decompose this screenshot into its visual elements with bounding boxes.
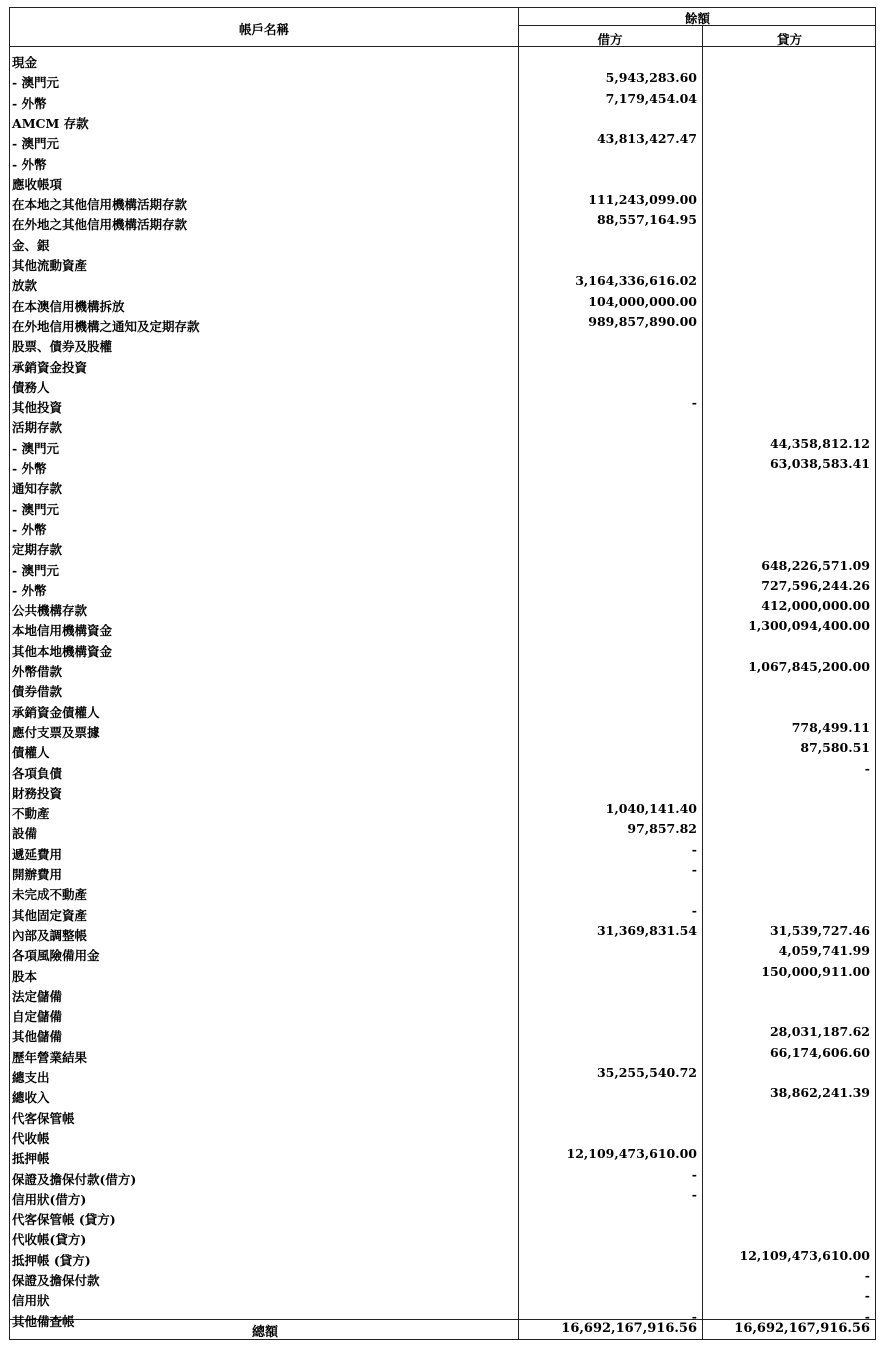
- account-name-cell: 外幣借款: [12, 664, 63, 679]
- account-name-cell: 不動產: [12, 806, 50, 822]
- account-name-cell: 承銷資金投資: [12, 359, 88, 375]
- table-row: [10, 478, 875, 498]
- table-row: [10, 702, 875, 722]
- credit-cell: -: [864, 760, 870, 776]
- account-name-cell: 代客保管帳 (貸方): [12, 1212, 116, 1228]
- header-credit: 貸方: [776, 32, 802, 47]
- account-name-cell: 債權人: [12, 745, 50, 761]
- account-name-cell: 活期存款: [12, 420, 63, 436]
- account-name-cell: 在本澳信用機構拆放: [12, 298, 125, 314]
- account-name-cell: - 外幣: [12, 156, 47, 172]
- account-name-cell: 債務人: [12, 379, 50, 395]
- credit-cell: 87,580.51: [800, 740, 870, 756]
- credit-cell: -: [864, 1288, 870, 1304]
- account-name-cell: 內部及調整帳: [12, 927, 88, 943]
- table-row: [10, 1108, 875, 1128]
- credit-cell: 1,300,094,400.00: [748, 618, 870, 634]
- table-row: [10, 293, 875, 316]
- debit-cell: 88,557,164.95: [596, 212, 697, 228]
- debit-cell: -: [691, 862, 697, 877]
- account-name-cell: - 澳門元: [12, 562, 60, 578]
- table-row: [10, 1229, 875, 1249]
- account-name-cell: 財務投資: [12, 785, 63, 801]
- credit-cell: 44,358,812.12: [769, 435, 870, 451]
- debit-cell: 5,943,283.60: [605, 70, 697, 86]
- debit-cell: 1,040,141.40: [605, 801, 697, 817]
- account-name-cell: - 外幣: [12, 521, 47, 537]
- account-name-cell: 其他本地機構資金: [12, 643, 113, 659]
- table-row: [10, 783, 875, 803]
- table-row: [10, 417, 875, 437]
- debit-cell: -: [691, 1186, 697, 1202]
- credit-cell: 12,109,473,610.00: [739, 1247, 870, 1263]
- debit-cell: 111,243,099.00: [588, 192, 697, 208]
- table-row: [10, 133, 875, 153]
- account-name-cell: 歷年營業結果: [12, 1049, 88, 1065]
- account-name-cell: 其他備查帳: [12, 1313, 75, 1329]
- credit-cell: -: [864, 1268, 870, 1283]
- account-name-cell: 在外地信用機構之通知及定期存款: [12, 318, 200, 334]
- account-name-cell: 公共機構存款: [12, 603, 88, 619]
- table-row: [10, 1148, 875, 1168]
- table-row: [10, 519, 875, 539]
- account-name-cell: 金、銀: [12, 237, 50, 253]
- account-name-cell: 其他投資: [12, 400, 63, 416]
- table-row: [10, 90, 875, 113]
- debit-cell: -: [691, 1308, 697, 1324]
- table-row: [10, 945, 875, 965]
- account-name-cell: 股本: [12, 968, 38, 984]
- account-name-cell: - 外幣: [12, 95, 47, 111]
- account-name-cell: 開辦費用: [12, 867, 63, 882]
- credit-cell: 66,174,606.60: [769, 1044, 870, 1060]
- account-name-cell: 各項風險備用金: [12, 948, 100, 964]
- table-row: [10, 620, 875, 640]
- table-row: [10, 986, 875, 1006]
- table-row: [10, 539, 875, 559]
- table-row: [10, 1026, 875, 1046]
- account-name-cell: 代收帳: [12, 1130, 50, 1146]
- table-row: [10, 52, 875, 72]
- credit-cell: 31,539,727.46: [769, 922, 870, 938]
- table-row: [10, 742, 875, 762]
- table-row: [10, 1247, 875, 1270]
- table-row: [10, 1270, 875, 1290]
- credit-cell: 38,862,241.39: [769, 1085, 870, 1101]
- table-row: [10, 458, 875, 478]
- table-row: [10, 661, 875, 681]
- table-row: [10, 377, 875, 397]
- table-row: [10, 1087, 875, 1107]
- account-name-cell: 自定儲備: [12, 1009, 63, 1025]
- table-row: [10, 275, 875, 295]
- account-name-cell: AMCM 存款: [12, 115, 89, 131]
- account-name-cell: 在本地之其他信用機構活期存款: [12, 197, 188, 213]
- account-name-cell: 信用狀: [12, 1293, 50, 1309]
- debit-cell: 989,857,890.00: [588, 313, 697, 329]
- account-name-cell: 未完成不動產: [12, 887, 88, 903]
- total-row: [10, 1319, 875, 1339]
- credit-cell: 63,038,583.41: [769, 456, 870, 471]
- credit-cell: 648,226,571.09: [761, 557, 870, 573]
- table-row: [10, 557, 875, 580]
- debit-cell: 35,255,540.72: [596, 1065, 697, 1080]
- debit-cell: -: [691, 841, 697, 857]
- credit-cell: -: [864, 1308, 870, 1324]
- table-row: [10, 719, 875, 742]
- account-name-cell: 在外地之其他信用機構活期存款: [12, 217, 188, 233]
- table-row: [10, 357, 875, 377]
- table-row: [10, 803, 875, 823]
- total-label: 總額: [251, 1325, 278, 1340]
- table-row: [10, 154, 875, 174]
- account-name-cell: 遞延費用: [12, 846, 63, 862]
- account-name-cell: 本地信用機構資金: [12, 623, 113, 639]
- account-name-cell: 代收帳(貸方): [12, 1232, 87, 1248]
- table-row: [10, 963, 875, 986]
- account-name-cell: 應收帳項: [12, 176, 63, 192]
- table-row: [10, 174, 875, 194]
- table-row: [10, 397, 875, 417]
- header-account-name: 帳戶名稱: [238, 22, 289, 37]
- table-row: [10, 577, 875, 600]
- table-row: [10, 884, 875, 904]
- header-debit: 借方: [597, 32, 623, 47]
- account-name-cell: 法定儲備: [12, 988, 63, 1004]
- account-name-cell: - 澳門元: [12, 136, 60, 152]
- table-row: [10, 113, 875, 133]
- account-name-cell: 保證及擔保付款: [12, 1273, 100, 1288]
- total-debit: 16,692,167,916.56: [561, 1321, 697, 1336]
- credit-cell: 727,596,244.26: [761, 577, 870, 593]
- table-row: [10, 1290, 875, 1310]
- table-row: [10, 214, 875, 234]
- debit-cell: -: [691, 902, 697, 918]
- table-row: [10, 1044, 875, 1067]
- table-row: [10, 841, 875, 864]
- account-name-cell: 股票、債券及股權: [12, 339, 113, 355]
- account-name-cell: 通知存款: [12, 481, 63, 497]
- table-row: [10, 435, 875, 458]
- table-row: [10, 1006, 875, 1026]
- account-name-cell: 抵押帳: [12, 1151, 50, 1167]
- account-name-cell: 代客保管帳: [12, 1110, 75, 1126]
- account-name-cell: 放款: [12, 278, 38, 294]
- debit-cell: 104,000,000.00: [588, 293, 697, 309]
- debit-cell: -: [691, 395, 697, 411]
- table-row: [10, 1128, 875, 1148]
- debit-cell: 31,369,831.54: [596, 922, 697, 938]
- account-name-cell: 其他流動資產: [12, 258, 88, 273]
- account-name-cell: 其他儲備: [12, 1029, 63, 1045]
- account-name-cell: 設備: [12, 826, 38, 842]
- credit-cell: 28,031,187.62: [769, 1024, 870, 1040]
- account-name-cell: 其他固定資產: [12, 907, 88, 923]
- header-balance: 餘額: [684, 11, 710, 26]
- debit-cell: -: [691, 1166, 697, 1182]
- table-row: [10, 681, 875, 701]
- credit-cell: 1,067,845,200.00: [748, 659, 870, 674]
- table-row: [10, 336, 875, 356]
- account-name-cell: - 外幣: [12, 582, 47, 598]
- table-row: [10, 1067, 875, 1087]
- account-name-cell: - 澳門元: [12, 75, 60, 91]
- table-row: [10, 922, 875, 945]
- table-row: [10, 600, 875, 620]
- table-row: [10, 1166, 875, 1189]
- account-name-cell: 債券借款: [12, 684, 63, 700]
- table-row: [10, 1186, 875, 1209]
- table-row: [10, 72, 875, 92]
- table-row: [10, 864, 875, 884]
- credit-cell: 778,499.11: [791, 719, 870, 735]
- debit-cell: 97,857.82: [627, 821, 697, 837]
- trial-balance-table: [9, 7, 876, 1340]
- table-row: [10, 235, 875, 255]
- account-name-cell: - 澳門元: [12, 440, 60, 456]
- debit-cell: 3,164,336,616.02: [575, 273, 697, 289]
- debit-cell: 12,109,473,610.00: [566, 1146, 697, 1162]
- account-name-cell: 定期存款: [12, 542, 63, 558]
- credit-cell: 412,000,000.00: [761, 598, 870, 614]
- table-row: [10, 823, 875, 843]
- debit-cell: 43,813,427.47: [596, 131, 697, 147]
- table-row: [10, 313, 875, 336]
- account-name-cell: 信用狀(借方): [12, 1191, 87, 1207]
- table-row: [10, 902, 875, 925]
- table-row: [10, 255, 875, 275]
- account-name-cell: 抵押帳 (貸方): [12, 1252, 91, 1268]
- credit-cell: 150,000,911.00: [761, 963, 870, 979]
- account-name-cell: 總收入: [12, 1090, 50, 1106]
- account-name-cell: 總支出: [12, 1070, 50, 1085]
- account-name-cell: 各項負債: [12, 765, 63, 781]
- account-name-cell: 應付支票及票據: [12, 724, 100, 740]
- debit-cell: 7,179,454.04: [605, 90, 697, 106]
- account-name-cell: - 外幣: [12, 461, 47, 476]
- total-credit: 16,692,167,916.56: [734, 1321, 870, 1336]
- account-name-cell: 承銷資金債權人: [12, 704, 100, 720]
- table-row: [10, 1209, 875, 1229]
- table-row: [10, 760, 875, 783]
- account-name-cell: - 澳門元: [12, 501, 60, 517]
- credit-cell: 4,059,741.99: [778, 943, 870, 959]
- account-name-cell: 現金: [12, 55, 38, 70]
- table-row: [10, 641, 875, 661]
- account-name-cell: 保證及擔保付款(借方): [12, 1171, 137, 1187]
- table-row: [10, 499, 875, 519]
- table-row: [10, 194, 875, 214]
